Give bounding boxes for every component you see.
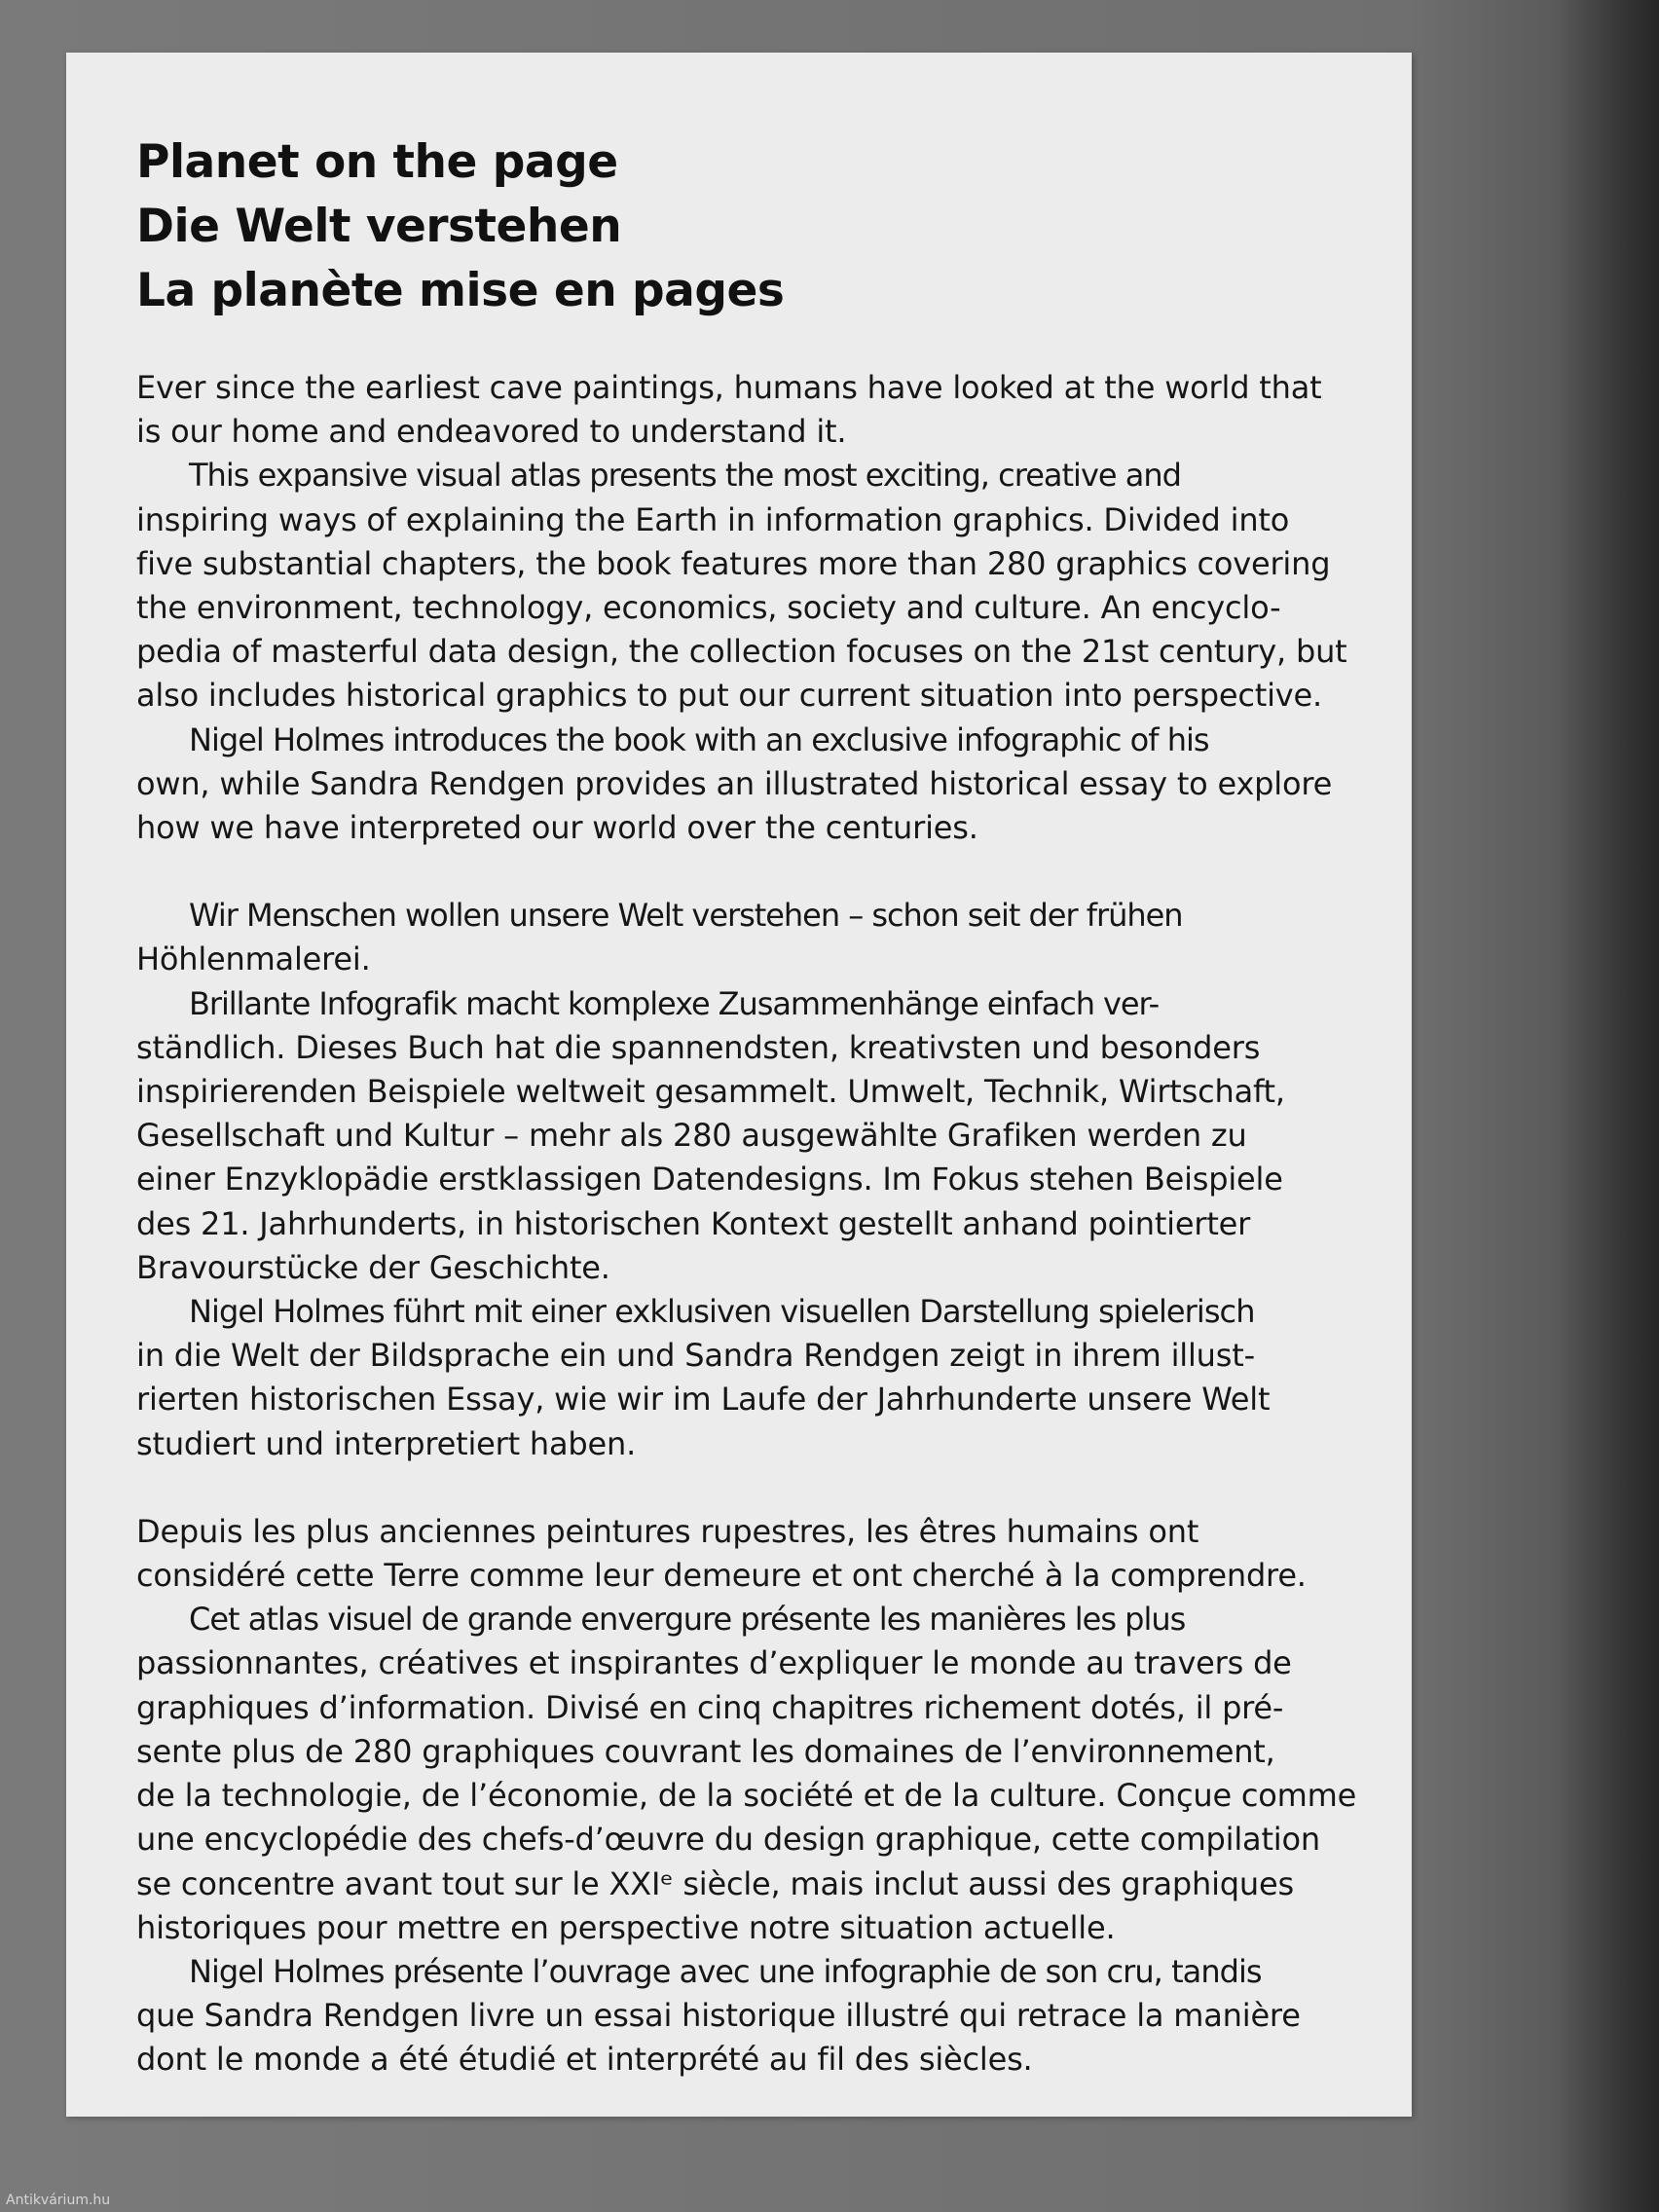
text-line: Ever since the earliest cave paintings, humans have looked at the world that xyxy=(136,369,1322,406)
text-line: de la technologie, de l’économie, de la société et de la culture. Conçue comme xyxy=(136,1777,1357,1815)
text-line: the environment, technology, economics, society and culture. An encyclo- xyxy=(136,589,1281,627)
text-line: que Sandra Rendgen livre un essai historique illustré qui retrace la manière xyxy=(136,1997,1301,2035)
text-line: considéré cette Terre comme leur demeure et ont cherché à la comprendre. xyxy=(136,1557,1307,1595)
text-line: passionnantes, créatives et inspirantes d’expliquer le monde au travers de xyxy=(136,1644,1292,1682)
text-line: pedia of masterful data design, the collection focuses on the 21st century, but xyxy=(136,633,1347,671)
text-line: se concentre avant tout sur le XXIᵉ siècle, mais inclut aussi des graphiques xyxy=(136,1864,1294,1902)
title-french: La planète mise en pages xyxy=(136,264,785,317)
watermark-text: Antikvárium.hu xyxy=(6,2193,111,2208)
paragraph xyxy=(136,719,1363,851)
text-line: rierten historischen Essay, wie wir im Laufe der Jahrhunderte unsere Welt xyxy=(136,1381,1271,1419)
paragraph xyxy=(136,1290,1363,1466)
text-line: how we have interpreted our world over the centuries. xyxy=(136,809,978,847)
paragraph xyxy=(136,1598,1363,1950)
text-line: in die Welt der Bildsprache ein und Sandra Rendgen zeigt in ihrem illust- xyxy=(136,1337,1255,1375)
text-line: Brillante Infografik macht komplexe Zusammenhänge einfach ver- xyxy=(189,984,1160,1022)
paragraph xyxy=(136,894,1363,981)
paragraph xyxy=(136,366,1363,454)
panel-content xyxy=(136,130,1363,2083)
text-line: also includes historical graphics to put our current situation into perspective. xyxy=(136,677,1322,715)
text-line: Nigel Holmes présente l’ouvrage avec une infographie de son cru, tandis xyxy=(189,1952,1262,1990)
text-line: einer Enzyklopädie erstklassigen Datendesigns. Im Fokus stehen Beispiele xyxy=(136,1161,1283,1198)
text-line: ständlich. Dieses Buch hat die spannendsten, kreativsten und besonders xyxy=(136,1028,1261,1066)
paragraph xyxy=(136,454,1363,718)
text-line: Cet atlas visuel de grande envergure présente les manières les plus xyxy=(189,1601,1186,1639)
text-line: Nigel Holmes introduces the book with an exclusive infographic of his xyxy=(189,720,1209,758)
text-line: Depuis les plus anciennes peintures rupestres, les êtres humains ont xyxy=(136,1512,1199,1550)
text-line: sente plus de 280 graphiques couvrant les domaines de l’environnement, xyxy=(136,1732,1275,1770)
paragraph xyxy=(136,1950,1363,2083)
backdrop-shadow xyxy=(1552,0,1659,2212)
text-line: inspirierenden Beispiele weltweit gesammelt. Umwelt, Technik, Wirtschaft, xyxy=(136,1073,1285,1111)
paragraph xyxy=(136,1510,1363,1598)
text-line: des 21. Jahrhunderts, in historischen Kontext gestellt anhand pointierter xyxy=(136,1204,1251,1242)
text-line: Nigel Holmes führt mit einer exklusiven visuellen Darstellung spielerisch xyxy=(189,1293,1255,1331)
text-panel xyxy=(66,53,1412,2117)
body-text xyxy=(136,366,1363,2083)
text-line: own, while Sandra Rendgen provides an illustrated historical essay to explore xyxy=(136,764,1333,802)
text-line: is our home and endeavored to understand it. xyxy=(136,413,847,451)
title-english: Planet on the page xyxy=(136,135,618,189)
text-line: dont le monde a été étudié et interprété au fil des siècles. xyxy=(136,2041,1033,2079)
text-line: Bravourstücke der Geschichte. xyxy=(136,1248,610,1286)
title-block xyxy=(136,130,1363,323)
text-line: Gesellschaft und Kultur – mehr als 280 ausgewählte Grafiken werden zu xyxy=(136,1117,1247,1155)
paragraph xyxy=(136,982,1363,1290)
text-line: graphiques d’information. Divisé en cinq chapitres richement dotés, il pré- xyxy=(136,1688,1284,1726)
text-line: une encyclopédie des chefs-d’œuvre du design graphique, cette compilation xyxy=(136,1821,1320,1859)
text-line: five substantial chapters, the book features more than 280 graphics covering xyxy=(136,544,1331,582)
text-line: This expansive visual atlas presents the most exciting, creative and xyxy=(189,457,1181,495)
title-german: Die Welt verstehen xyxy=(136,200,622,253)
text-line: Höhlenmalerei. xyxy=(136,940,371,978)
text-line: Wir Menschen wollen unsere Welt verstehen – schon seit der frühen xyxy=(189,897,1183,935)
text-line: inspiring ways of explaining the Earth in information graphics. Divided into xyxy=(136,500,1290,538)
text-line: studiert und interpretiert haben. xyxy=(136,1424,637,1462)
text-line: historiques pour mettre en perspective notre situation actuelle. xyxy=(136,1908,1116,1946)
section-french xyxy=(136,1510,1363,2083)
section-german xyxy=(136,894,1363,1466)
section-english xyxy=(136,366,1363,850)
